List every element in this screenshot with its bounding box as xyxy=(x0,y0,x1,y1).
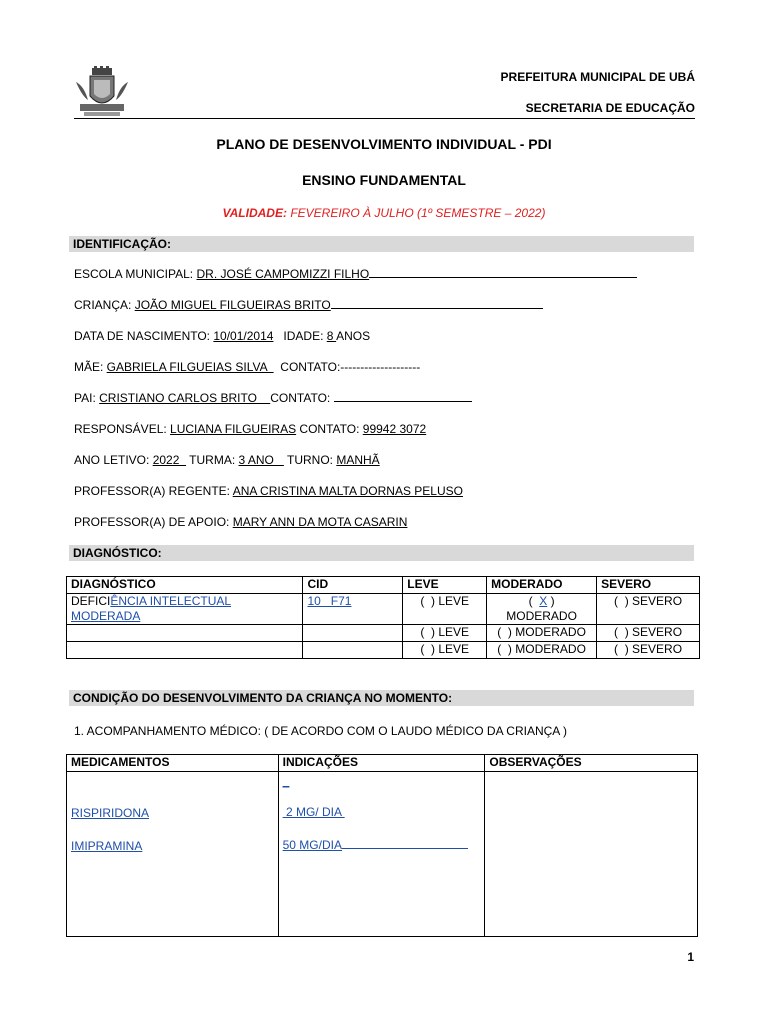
validity-text: FEVEREIRO À JULHO (1º SEMESTRE – 2022) xyxy=(286,206,546,220)
regente-label: PROFESSOR(A) REGENTE: xyxy=(74,484,233,498)
diagnostico-heading: DIAGNÓSTICO: xyxy=(69,545,694,561)
table-row xyxy=(67,625,700,642)
diagnostico-text-b: ÊNCIA INTELECTUAL xyxy=(110,594,232,608)
responsavel-field xyxy=(74,422,426,436)
table-header-row xyxy=(67,755,698,772)
acompanhamento-medico: 1. ACOMPANHAMENTO MÉDICO: ( DE ACORDO COM O LAUDO MÉDICO DA CRIANÇA ) xyxy=(74,724,567,738)
severo-option[interactable]: ( ) SEVERO xyxy=(597,625,700,642)
nascimento-label: DATA DE NASCIMENTO: xyxy=(74,329,214,343)
condicao-heading: CONDIÇÃO DO DESENVOLVIMENTO DA CRIANÇA NO MOMENTO: xyxy=(69,690,694,706)
validity-line xyxy=(0,206,768,220)
empty-cell xyxy=(303,642,403,659)
moderado-open: ( xyxy=(528,594,540,608)
moderado-option[interactable]: ( ) MODERADO xyxy=(487,625,597,642)
empty-cell xyxy=(67,625,303,642)
diagnostico-text-c: MODERADA xyxy=(71,609,141,623)
empty-cell xyxy=(67,642,303,659)
pai-contato-blank-line xyxy=(334,400,472,402)
table-header-row xyxy=(67,577,700,594)
indicacao-2-line xyxy=(283,838,481,853)
responsavel-value: LUCIANA FILGUEIRAS xyxy=(170,422,297,436)
leve-option[interactable]: ( ) LEVE xyxy=(403,625,487,642)
moderado-close: ) xyxy=(547,594,555,608)
diagnostico-cell xyxy=(67,594,303,625)
indicacao-2: 50 MG/DIA xyxy=(282,838,342,852)
pai-label: PAI: xyxy=(74,391,100,405)
responsavel-label: RESPONSÁVEL: xyxy=(74,422,171,436)
regente-field xyxy=(74,484,463,498)
responsavel-contato-value: 99942 3072 xyxy=(362,422,427,436)
pai-contato-label: CONTATO: xyxy=(270,391,334,405)
nascimento-field xyxy=(74,329,370,343)
apoio-value: MARY ANN DA MOTA CASARIN xyxy=(232,515,408,529)
identificacao-heading: IDENTIFICAÇÃO: xyxy=(69,236,694,252)
indicacao-1: 2 MG/ DIA xyxy=(282,805,345,819)
col-medicamentos: MEDICAMENTOS xyxy=(67,755,279,772)
severo-option[interactable]: ( ) SEVERO xyxy=(597,642,700,659)
ano-value: 2022 xyxy=(152,453,187,467)
indicacoes-cell xyxy=(278,772,485,937)
escola-blank-line xyxy=(369,276,637,278)
responsavel-contato-label: CONTATO: xyxy=(296,422,363,436)
mae-value: GABRIELA FILGUEIAS SILVA xyxy=(106,360,274,374)
medicamentos-cell xyxy=(67,772,279,937)
page-number: 1 xyxy=(687,950,694,964)
escola-label: ESCOLA MUNICIPAL: xyxy=(74,267,197,281)
col-cid: CID xyxy=(303,577,403,594)
idade-label: IDADE: xyxy=(273,329,327,343)
crianca-blank-line xyxy=(331,307,543,309)
escola-field xyxy=(74,267,637,281)
col-severo: SEVERO xyxy=(597,577,700,594)
moderado-label: MODERADO xyxy=(506,609,577,623)
severo-option[interactable]: ( ) SEVERO xyxy=(597,594,700,625)
observacoes-cell xyxy=(485,772,698,937)
col-diagnostico: DIAGNÓSTICO xyxy=(67,577,303,594)
idade-unit: ANOS xyxy=(336,329,371,343)
indicacao-2-blank-line xyxy=(342,847,468,849)
indicacao-dash: _ xyxy=(282,774,290,788)
mae-label: MÃE: xyxy=(74,360,107,374)
table-row xyxy=(67,772,698,937)
turma-value: 3 ANO xyxy=(238,453,284,467)
prefeitura-header: PREFEITURA MUNICIPAL DE UBÁ xyxy=(500,70,695,84)
turma-label: TURMA: xyxy=(186,453,239,467)
nascimento-value: 10/01/2014 xyxy=(213,329,274,343)
moderado-mark: X xyxy=(539,594,548,608)
validity-label: VALIDADE: xyxy=(222,206,287,220)
turno-label: TURNO: xyxy=(283,453,337,467)
mae-field xyxy=(74,360,420,374)
medicamento-1: RISPIRIDONA xyxy=(71,806,150,820)
table-row xyxy=(67,594,700,625)
col-indicacoes: INDICAÇÕES xyxy=(278,755,485,772)
ano-letivo-field xyxy=(74,453,380,467)
cid-cell xyxy=(303,594,403,625)
escola-value: DR. JOSÉ CAMPOMIZZI FILHO xyxy=(196,267,370,281)
cid-value: 10 F71 xyxy=(307,594,352,608)
col-observacoes: OBSERVAÇÕES xyxy=(485,755,698,772)
coat-of-arms-logo xyxy=(74,66,130,118)
medicamento-2: IMIPRAMINA xyxy=(71,839,143,853)
diagnostico-text-a: DEFICI xyxy=(71,594,111,608)
col-leve: LEVE xyxy=(403,577,487,594)
idade-value: 8 xyxy=(326,329,337,343)
page-subtitle: ENSINO FUNDAMENTAL xyxy=(302,172,466,188)
crianca-label: CRIANÇA: xyxy=(74,298,135,312)
apoio-label: PROFESSOR(A) DE APOIO: xyxy=(74,515,233,529)
header-divider xyxy=(74,118,695,119)
table-row xyxy=(67,642,700,659)
empty-cell xyxy=(303,625,403,642)
page-title: PLANO DE DESENVOLVIMENTO INDIVIDUAL - PDI xyxy=(216,136,552,152)
crianca-field xyxy=(74,298,543,312)
medicamentos-table xyxy=(66,754,698,937)
pai-value: CRISTIANO CARLOS BRITO xyxy=(99,391,271,405)
leve-option[interactable]: ( ) LEVE xyxy=(403,594,487,625)
col-moderado: MODERADO xyxy=(487,577,597,594)
diagnostico-table xyxy=(66,576,700,659)
crianca-value: JOÃO MIGUEL FILGUEIRAS BRITO xyxy=(134,298,331,312)
ano-label: ANO LETIVO: xyxy=(74,453,153,467)
pai-field xyxy=(74,391,472,405)
turno-value: MANHÃ xyxy=(336,453,380,467)
moderado-option[interactable]: ( ) MODERADO xyxy=(487,642,597,659)
mae-contato: CONTATO:-------------------- xyxy=(273,360,421,374)
moderado-option[interactable] xyxy=(487,594,597,625)
apoio-field xyxy=(74,515,407,529)
leve-option[interactable]: ( ) LEVE xyxy=(403,642,487,659)
regente-value: ANA CRISTINA MALTA DORNAS PELUSO xyxy=(232,484,463,498)
secretaria-header: SECRETARIA DE EDUCAÇÃO xyxy=(525,101,695,115)
